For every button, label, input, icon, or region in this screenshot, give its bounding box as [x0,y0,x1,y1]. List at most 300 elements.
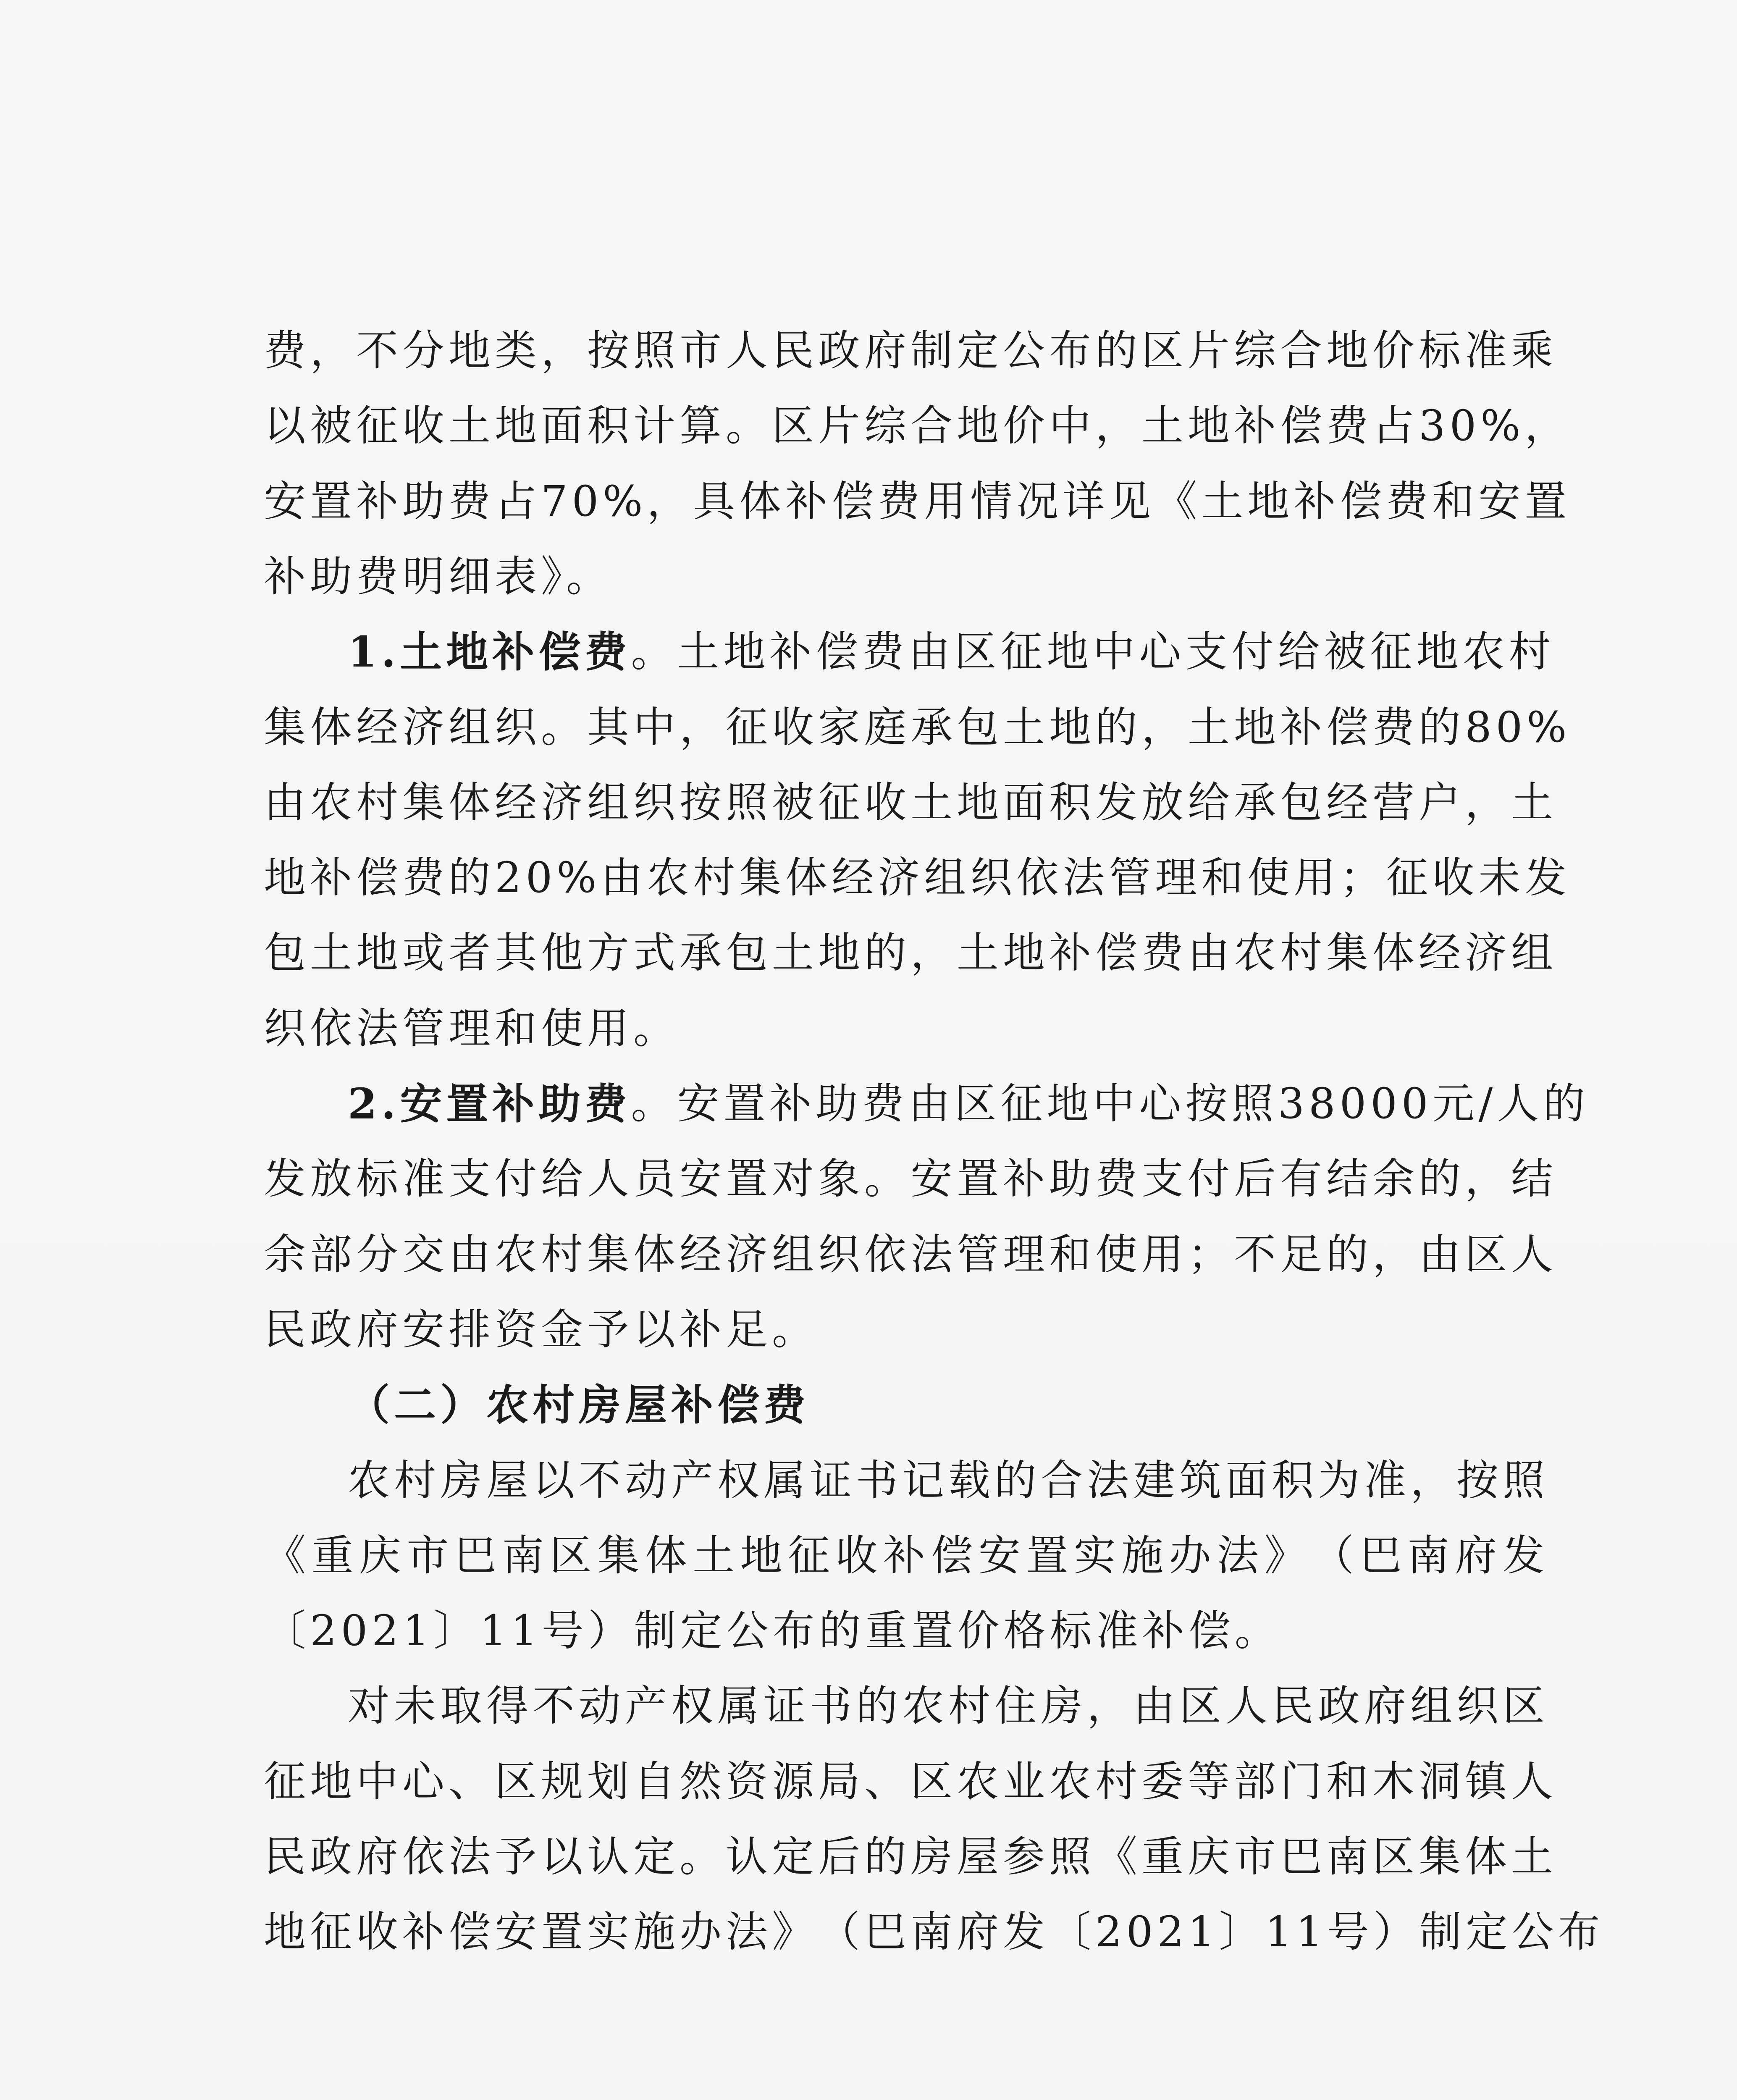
text-glyph: 人 [1511,1756,1557,1806]
text-glyph: 体 [1465,1832,1511,1881]
text-glyph: ， [647,476,693,526]
text-glyph: 地 [1326,326,1372,375]
text-glyph: 合 [1280,326,1326,375]
text-glyph: 占 [1372,401,1419,451]
text-glyph: 定 [772,1832,818,1881]
text-glyph: 发 [264,1154,310,1204]
text-glyph: 置 [310,476,356,526]
text-glyph: 农 [902,1681,948,1731]
text-glyph: 农 [957,1756,1003,1806]
text-glyph: 其 [495,928,541,978]
text-line [264,991,1549,1066]
text-glyph: 管 [957,1229,1003,1279]
text-glyph: 支 [1185,627,1232,677]
text-glyph: 土 [957,928,1003,978]
text-glyph: 偿 [931,1530,977,1580]
text-line [348,1668,1549,1744]
text-glyph: 用 [1141,1229,1188,1279]
text-glyph: 经 [1326,777,1372,827]
text-glyph: 以 [264,401,310,451]
text-glyph: 体 [739,476,786,526]
text-glyph: 房 [1041,1681,1087,1731]
text-glyph: 置 [723,1079,770,1128]
text-glyph: 集 [739,853,786,903]
text-line [264,1518,1549,1593]
text-glyph: 心 [1139,1079,1186,1128]
text-glyph: 象 [818,1154,864,1204]
text-glyph: 规 [541,1756,587,1806]
text-glyph: 方 [587,928,633,978]
text-glyph: 市 [407,1530,453,1580]
text-glyph: ， [541,326,587,375]
text-glyph: 和 [1326,1756,1372,1806]
text-glyph: 经 [832,853,878,903]
text-glyph: 偿 [449,1907,495,1957]
text-glyph: 乘 [1511,326,1557,375]
text-glyph: 费 [585,627,631,677]
text-glyph: 巴 [454,1530,501,1580]
text-glyph: 建 [1133,1455,1179,1505]
text-glyph: ， [1372,1229,1419,1279]
text-glyph: 制 [910,326,957,375]
text-glyph: 和 [1201,853,1248,903]
text-glyph: 具 [693,476,740,526]
text-glyph: 庆 [359,1530,405,1580]
text-glyph: 区 [1141,326,1188,375]
text-glyph: 分 [402,326,449,375]
text-glyph: 土 [677,627,724,677]
text-glyph: 的 [856,1681,902,1731]
text-glyph: ， [1410,1455,1456,1505]
text-glyph: 中 [1093,1079,1139,1128]
text-line [264,765,1557,840]
text-glyph: 置 [957,1154,1003,1204]
text-glyph: 的 [1095,326,1141,375]
text-glyph: 法 [1087,1455,1133,1505]
text-glyph: 合 [1041,1455,1087,1505]
text-glyph: 和 [1432,476,1479,526]
text-glyph: 施 [633,1907,680,1957]
text-glyph: 部 [1234,1756,1280,1806]
text-glyph: 补 [785,476,832,526]
text-glyph: 补 [769,1079,816,1128]
text-glyph: 照 [1231,1079,1278,1128]
text-glyph: 计 [633,401,680,451]
text-glyph: 然 [680,1756,726,1806]
text-glyph: 经 [495,777,541,827]
text-glyph: 准 [1364,1455,1410,1505]
text-glyph: 包 [1280,777,1326,827]
text-glyph: 不 [533,1681,579,1731]
text-glyph: 济 [878,853,924,903]
text-glyph: 面 [1003,777,1049,827]
text-glyph: 征 [726,702,772,752]
text-glyph: 足 [1280,1229,1326,1279]
text-glyph: 取 [440,1681,486,1731]
text-glyph: 予 [495,1832,541,1881]
text-glyph: 偿 [356,853,402,903]
text-glyph: 区 [1503,1681,1549,1731]
text-glyph: 收 [1432,853,1479,903]
text-glyph: 》 [1264,1530,1311,1580]
text-glyph: 村 [1509,627,1555,677]
text-glyph: 放 [1141,777,1188,827]
text-glyph: 地 [740,1530,787,1580]
text-glyph: 包 [957,702,1003,752]
text-glyph: 发 [1003,1907,1049,1957]
text-glyph: 。 [726,401,772,451]
text-glyph: 由 [908,627,955,677]
text-glyph: 等 [1188,1756,1234,1806]
text-glyph: 法 [910,1229,957,1279]
text-glyph: 区 [1179,1681,1225,1731]
text-glyph: 农 [647,853,693,903]
text-glyph: 被 [1324,627,1370,677]
text-glyph: 记 [902,1455,948,1505]
text-line [348,1367,1549,1443]
text-glyph: 动 [579,1681,625,1731]
text-glyph: ， [910,928,957,978]
text-line [348,1066,1590,1142]
text-glyph: 济 [726,1229,772,1279]
text-glyph: 地 [264,853,310,903]
text-glyph: 人 [1225,1681,1272,1731]
text-glyph: 地 [1047,1079,1093,1128]
text-glyph: 按 [1185,1079,1232,1128]
text-glyph: 使 [1247,853,1294,903]
text-glyph: 他 [541,928,587,978]
text-glyph: 营 [1372,777,1419,827]
text-glyph: 组 [587,777,633,827]
text-glyph: 见 [1109,476,1155,526]
text-glyph: 部 [310,1229,356,1279]
text-glyph: 置 [1524,476,1571,526]
text-glyph: 定 [1465,1907,1512,1957]
text-glyph: 农 [495,1229,541,1279]
text-glyph: 产 [625,1681,671,1731]
text-glyph: 。 [541,702,587,752]
text-glyph: 组 [1511,928,1557,978]
text-glyph: 付 [1188,1154,1234,1204]
text-glyph: 载 [948,1455,994,1505]
text-glyph: 土 [1188,702,1234,752]
text-glyph: 用 [1294,853,1340,903]
text-glyph: 不 [579,1455,625,1505]
text-glyph: ， [1465,777,1511,827]
text-glyph: 安 [264,476,310,526]
text-glyph: 布 [1558,1907,1604,1957]
text-glyph: 未 [394,1681,440,1731]
text-glyph: 安 [680,1154,726,1204]
text-glyph: 、 [864,1756,910,1806]
text-glyph: ， [1141,702,1188,752]
text-glyph: 的 [1095,702,1141,752]
text-glyph: 庭 [864,702,910,752]
text-glyph: 地 [264,1907,310,1957]
text-glyph: 的 [994,1455,1041,1505]
text-line [264,313,1557,388]
text-glyph: 式 [633,928,680,978]
text-glyph: 支 [449,1154,495,1204]
text-glyph: 定 [957,326,1003,375]
text-glyph: 认 [726,1832,772,1881]
text-glyph: 土 [449,401,495,451]
text-glyph: 地 [957,777,1003,827]
text-glyph: 放 [310,1154,356,1204]
text-glyph: 支 [1141,1154,1188,1204]
text-glyph: 准 [1465,326,1511,375]
text-glyph: 集 [597,1530,644,1580]
text-glyph: 南 [1326,1832,1372,1881]
text-glyph: 有 [1280,1154,1326,1204]
text-glyph: 《 [1095,1832,1141,1881]
text-glyph: 偿 [1340,476,1386,526]
text-glyph: 余 [264,1229,310,1279]
text-glyph: 属 [764,1455,810,1505]
text-glyph: （ [1312,1530,1358,1580]
text-glyph: 区 [954,627,1001,677]
text-glyph: 地 [446,627,493,677]
text-glyph: 村 [541,1229,587,1279]
text-glyph: 地 [1049,702,1095,752]
text-glyph: 地 [1003,928,1049,978]
text-glyph: 实 [1073,1530,1120,1580]
text-glyph: 体 [785,853,832,903]
text-glyph: 费 [449,476,495,526]
text-glyph: 办 [1169,1530,1215,1580]
text-glyph: 补 [1294,476,1340,526]
text-glyph: 土 [1201,476,1248,526]
text-glyph: 38000 [1278,1079,1433,1128]
text-glyph: 重 [311,1530,358,1580]
text-glyph: 费 [1386,476,1433,526]
text-glyph: 征 [356,401,402,451]
text-glyph: 费 [264,326,310,375]
text-glyph: 照 [1503,1455,1549,1505]
text-glyph: 面 [541,401,587,451]
text-glyph: 属 [717,1681,764,1731]
text-glyph: 安 [978,1530,1025,1580]
text-glyph: 占 [495,476,541,526]
text-glyph: 地 [310,1756,356,1806]
text-glyph: 照 [1049,1832,1095,1881]
text-glyph: 地 [1247,476,1294,526]
text-glyph: 地 [356,928,402,978]
text-glyph: 对 [772,1154,818,1204]
text-line [264,539,1549,614]
text-glyph: 补 [769,627,816,677]
text-glyph: 未 [1478,853,1525,903]
text-glyph: 为 [1318,1455,1364,1505]
text-glyph: 屋 [486,1455,533,1505]
text-glyph: 办 [680,1907,726,1957]
text-glyph: 片 [1188,326,1234,375]
text-glyph: 补 [1049,928,1095,978]
text-glyph: 土 [400,627,446,677]
text-glyph: 巴 [1359,1530,1406,1580]
text-glyph: 积 [1049,777,1095,827]
text-glyph: 组 [924,853,971,903]
text-glyph: 体 [633,1229,680,1279]
text-glyph: 偿 [1095,928,1141,978]
text-glyph: 按 [587,326,633,375]
text-glyph: 中 [1049,401,1095,451]
text-glyph: 区 [1372,1832,1419,1881]
text-glyph: 2. [348,1079,400,1129]
text-glyph: 偿 [816,627,862,677]
text-glyph: 资 [726,1756,772,1806]
text-glyph: 费 [862,1079,908,1128]
text-glyph: 权 [671,1681,717,1731]
text-glyph: 补 [1003,1154,1049,1204]
text-glyph: 余 [1372,1154,1419,1204]
text-glyph: 置 [726,1154,772,1204]
text-glyph: 价 [1003,401,1049,451]
text-glyph: 门 [1280,1756,1326,1806]
text-glyph: 家 [818,702,864,752]
text-glyph: 以 [541,1832,587,1881]
text-glyph: 区 [1465,1229,1511,1279]
text-glyph: ， [1087,1681,1133,1731]
text-glyph: 管 [1109,853,1155,903]
text-glyph: 结 [1326,1154,1372,1204]
text-glyph: 以 [533,1455,579,1505]
text-glyph: 由 [908,1079,955,1128]
text-glyph: 依 [864,1229,910,1279]
text-glyph: 经 [680,1229,726,1279]
text-glyph: 村 [693,853,740,903]
text-glyph: 给 [541,1154,587,1204]
text-glyph: 或 [402,928,449,978]
text-glyph: 。 [631,1079,677,1128]
text-glyph: 地 [818,928,864,978]
text-glyph: 由 [264,777,310,827]
text-glyph: 府 [957,1907,1003,1957]
text-glyph: 经 [1419,928,1465,978]
text-glyph: 分 [356,1229,402,1279]
text-glyph: 由 [1188,928,1234,978]
text-glyph: 付 [1231,627,1278,677]
text-glyph: 类 [495,326,541,375]
text-glyph: 〔 [1049,1907,1095,1957]
text-run: 补助费明细表》。 [264,551,612,601]
text-line [264,1593,1549,1669]
text-glyph: 地 [723,627,770,677]
text-glyph: 住 [994,1681,1041,1731]
text-glyph: 20% [495,853,601,903]
text-glyph: 按 [1456,1455,1503,1505]
text-glyph: 认 [587,1832,633,1881]
text-glyph: 土 [910,777,957,827]
text-glyph: 被 [772,777,818,827]
text-glyph: 安 [910,1154,957,1204]
text-glyph: 体 [449,777,495,827]
text-glyph: 市 [1234,1832,1280,1881]
text-glyph: 综 [864,401,910,451]
text-glyph: 动 [625,1455,671,1505]
text-glyph: 户 [1419,777,1465,827]
text-glyph: 费 [402,853,449,903]
text-glyph: 给 [1188,777,1234,827]
text-glyph: 集 [1326,928,1372,978]
text-glyph: 织 [633,777,680,827]
text-glyph: 府 [1364,1681,1410,1731]
text-glyph: 、 [449,1756,495,1806]
text-glyph: 算 [680,401,726,451]
text-glyph: 局 [818,1756,864,1806]
text-glyph: 组 [772,1229,818,1279]
text-glyph: 织 [495,702,541,752]
text-glyph: 织 [970,853,1017,903]
text-glyph: 对 [348,1681,394,1731]
text-glyph: 费 [1372,702,1419,752]
text-glyph: 南 [502,1530,548,1580]
text-glyph: 补 [492,627,539,677]
text-glyph: 征 [1386,853,1433,903]
text-glyph: 发 [1095,777,1141,827]
text-glyph: 的 [1419,1154,1465,1204]
text-glyph: 置 [541,1907,587,1957]
text-glyph: 书 [856,1455,902,1505]
text-line [264,1292,1549,1368]
text-glyph: 安 [400,1079,446,1129]
text-glyph: ； [1188,1229,1234,1279]
text-glyph: 征 [1000,1079,1047,1128]
text-glyph: 由 [1419,1229,1465,1279]
text-glyph: 后 [1234,1154,1280,1204]
text-glyph: 承 [680,928,726,978]
text-line [264,388,1571,464]
text-glyph: 集 [587,1229,633,1279]
text-line [264,1217,1557,1292]
text-glyph: 的 [1543,1079,1590,1128]
text-glyph: 收 [402,401,449,451]
text-glyph: 不 [1234,1229,1280,1279]
text-glyph: 木 [1372,1756,1419,1806]
text-glyph: 定 [633,1832,680,1881]
text-glyph: 费 [862,627,908,677]
text-glyph: 心 [1139,627,1186,677]
text-line [264,1744,1557,1819]
text-glyph: 地 [957,401,1003,451]
text-glyph: 施 [1121,1530,1168,1580]
text-glyph: 地 [1047,627,1093,677]
text-run: 织依法管理和使用。 [264,1003,680,1053]
text-glyph: 产 [671,1455,717,1505]
text-glyph: 的 [1326,1229,1372,1279]
text-glyph: 助 [1049,1154,1095,1204]
text-glyph: 》 [772,1907,818,1957]
text-glyph: 土 [310,928,356,978]
text-glyph: 人 [1497,1079,1543,1128]
text-glyph: 发 [1502,1530,1549,1580]
text-glyph: 综 [1234,326,1280,375]
text-glyph: 面 [1225,1455,1272,1505]
text-glyph: 征 [1000,627,1047,677]
text-glyph: ， [1465,1154,1511,1204]
text-glyph: 标 [1419,326,1465,375]
text-glyph: 照 [726,777,772,827]
text-glyph: 实 [587,1907,633,1957]
text-run: 民政府安排资金予以补足。 [264,1305,818,1354]
text-glyph: 政 [310,1832,356,1881]
text-glyph: 依 [402,1832,449,1881]
text-glyph: 自 [633,1756,680,1806]
text-glyph: 偿 [1280,401,1326,451]
text-line [264,1894,1604,1970]
text-glyph: 划 [587,1756,633,1806]
text-glyph: 农 [1049,1756,1095,1806]
